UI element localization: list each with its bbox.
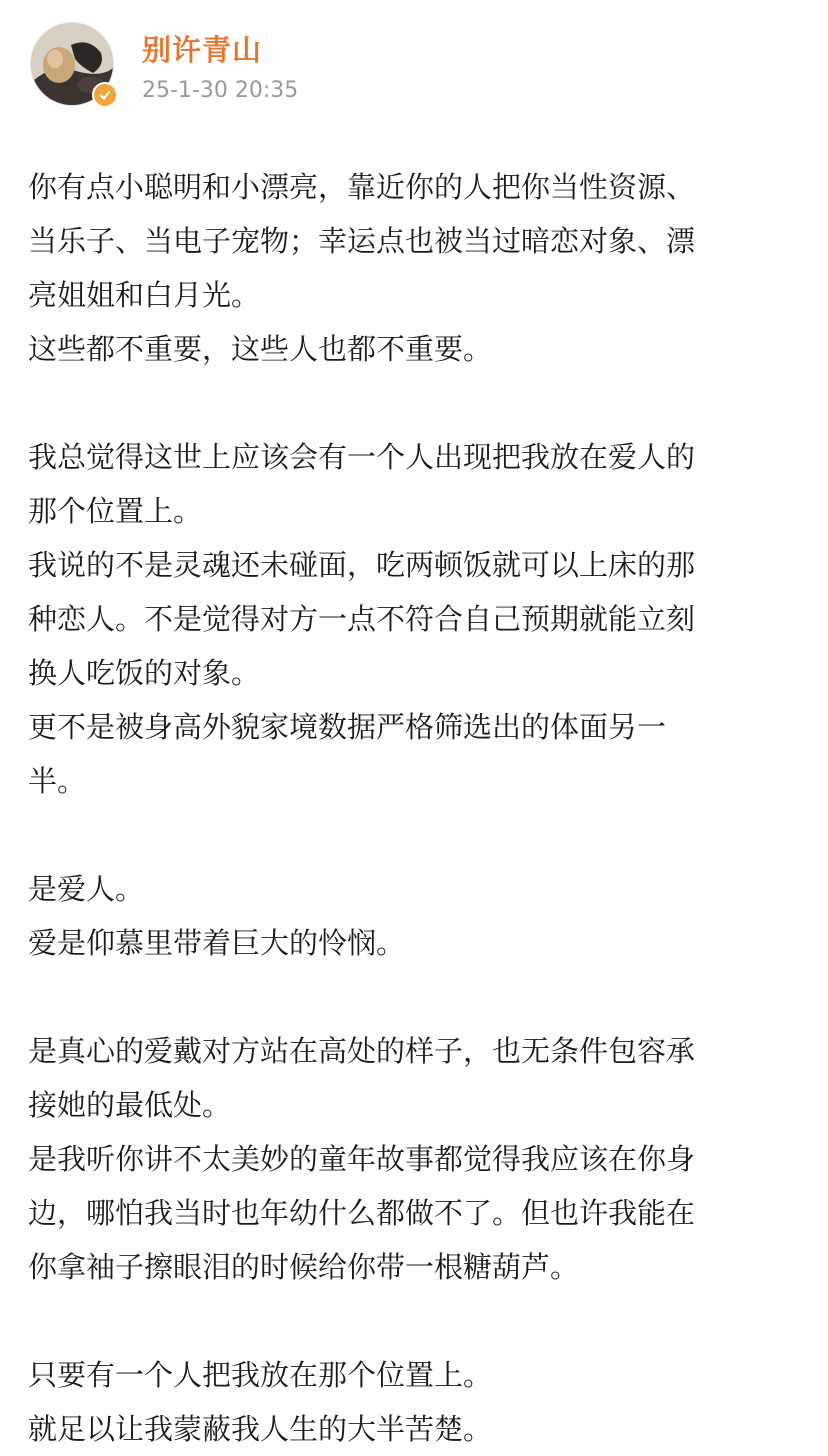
post-text-line: 那个位置上。 bbox=[28, 494, 203, 528]
post-text-line: 你有点小聪明和小漂亮，靠近你的人把你当性资源、 bbox=[28, 170, 696, 204]
post-text-line: 更不是被身高外貌家境数据严格筛选出的体面另一 bbox=[28, 710, 667, 744]
post-text-line: 换人吃饭的对象。 bbox=[28, 656, 261, 690]
author-name[interactable]: 别许青山 bbox=[142, 33, 263, 67]
paragraph-gap bbox=[28, 376, 803, 430]
post-text-line: 是真心的爱戴对方站在高处的样子，也无条件包容承 bbox=[28, 1034, 696, 1068]
post-text-line: 你拿袖子擦眼泪的时候给你带一根糖葫芦。 bbox=[28, 1250, 580, 1284]
post-timestamp: 25-1-30 20:35 bbox=[142, 78, 299, 103]
post-body bbox=[28, 160, 803, 1456]
post-text-line: 半。 bbox=[28, 764, 87, 798]
paragraph-gap bbox=[28, 970, 803, 1024]
post-text-line: 我总觉得这世上应该会有一个人出现把我放在爱人的 bbox=[28, 440, 696, 474]
post-text-line: 亮姐姐和白月光。 bbox=[28, 278, 261, 312]
post-text-line: 当乐子、当电子宠物；幸运点也被当过暗恋对象、漂 bbox=[28, 224, 696, 258]
post-text-line: 只要有一个人把我放在那个位置上。 bbox=[28, 1358, 493, 1392]
post-text-line: 边，哪怕我当时也年幼什么都做不了。但也许我能在 bbox=[28, 1196, 696, 1230]
paragraph-gap bbox=[28, 808, 803, 862]
paragraph-gap bbox=[28, 1294, 803, 1348]
post-text-line: 这些都不重要，这些人也都不重要。 bbox=[28, 332, 493, 366]
post-text-line: 是爱人。 bbox=[28, 872, 145, 906]
verified-badge-icon bbox=[92, 82, 118, 108]
post-text-line: 是我听你讲不太美妙的童年故事都觉得我应该在你身 bbox=[28, 1142, 696, 1176]
post-text-line: 爱是仰慕里带着巨大的怜悯。 bbox=[28, 926, 406, 960]
post-header bbox=[30, 22, 800, 112]
post-text-line: 接她的最低处。 bbox=[28, 1088, 232, 1122]
post-text-line: 就足以让我蒙蔽我人生的大半苦楚。 bbox=[28, 1412, 493, 1446]
avatar[interactable] bbox=[30, 22, 114, 106]
post-text-line: 我说的不是灵魂还未碰面，吃两顿饭就可以上床的那 bbox=[28, 548, 696, 582]
post-text-line: 种恋人。不是觉得对方一点不符合自己预期就能立刻 bbox=[28, 602, 696, 636]
